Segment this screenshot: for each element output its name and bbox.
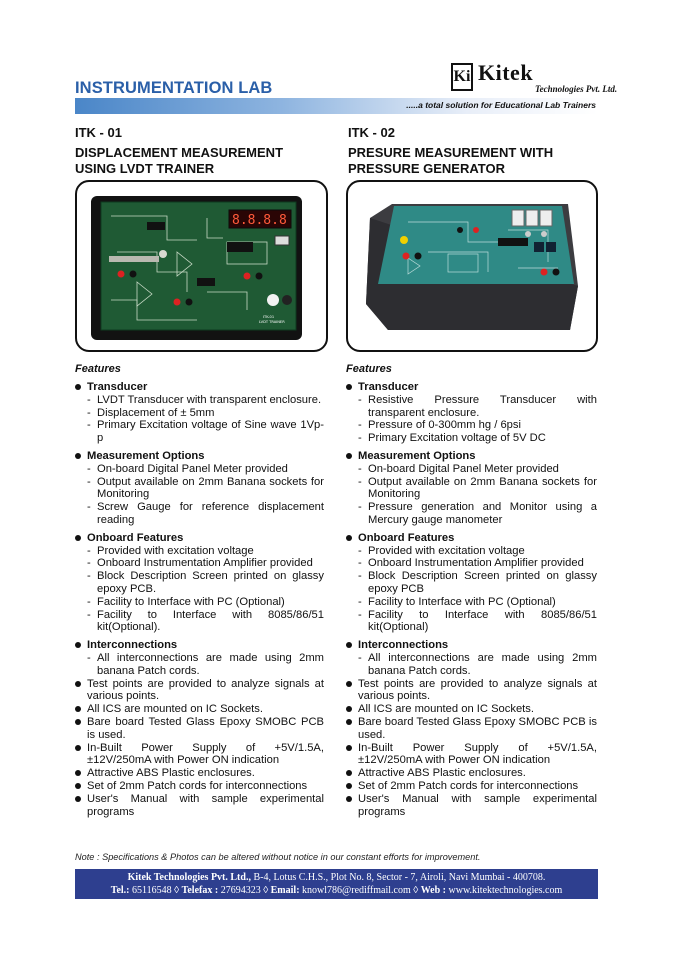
dash-icon: - bbox=[87, 651, 91, 664]
feature-bullet-text: Set of 2mm Patch cords for interconnections bbox=[87, 779, 308, 792]
feature-bullet-text: Bare board Tested Glass Epoxy SMOBC PCB is used. bbox=[358, 715, 597, 741]
feature-item bbox=[75, 463, 324, 476]
dash-icon: - bbox=[358, 462, 362, 475]
bullet-dot-icon bbox=[346, 770, 352, 776]
dash-icon: - bbox=[87, 608, 91, 621]
feature-item bbox=[75, 596, 324, 609]
product-code-itk02: ITK - 02 bbox=[348, 125, 395, 140]
footer-separator: ◊ bbox=[413, 885, 419, 896]
feature-bullet bbox=[75, 716, 324, 742]
feature-bullet bbox=[346, 793, 597, 819]
feature-section-heading bbox=[346, 532, 597, 545]
features-heading-itk01: Features bbox=[75, 363, 121, 375]
footer-email-label: Email: bbox=[270, 885, 300, 896]
feature-section-heading bbox=[75, 639, 324, 652]
feature-section-heading-text: Measurement Options bbox=[87, 449, 205, 462]
feature-bullet-text: Test points are provided to analyze signals at various points. bbox=[358, 677, 597, 703]
dash-icon: - bbox=[87, 393, 91, 406]
features-heading-itk02: Features bbox=[346, 363, 392, 375]
dash-icon: - bbox=[87, 557, 91, 570]
feature-bullet bbox=[75, 767, 324, 780]
feature-bullet-text: In-Built Power Supply of +5V/1.5A, ±12V/250mA with Power ON indication bbox=[358, 741, 597, 767]
feature-bullet bbox=[346, 716, 597, 742]
feature-bullets bbox=[346, 678, 597, 819]
feature-bullet-text: User's Manual with sample experimental programs bbox=[87, 792, 324, 818]
feature-bullet-text: Attractive ABS Plastic enclosures. bbox=[358, 767, 526, 780]
bullet-dot-icon bbox=[75, 783, 81, 789]
dash-icon: - bbox=[358, 570, 362, 583]
pressure-trainer-photo bbox=[348, 182, 596, 350]
feature-item-text: Onboard Instrumentation Amplifier provided bbox=[97, 557, 313, 570]
feature-bullet bbox=[346, 703, 597, 716]
bullet-dot-icon bbox=[346, 783, 352, 789]
footer-telefax-label: Telefax : bbox=[181, 885, 219, 896]
dash-icon: - bbox=[87, 595, 91, 608]
footer-separator: ◊ bbox=[263, 885, 269, 896]
feature-item-text: Facility to Interface with 8085/86/51 kit(Optional) bbox=[368, 608, 597, 634]
feature-section-heading-text: Onboard Features bbox=[358, 531, 455, 544]
feature-bullet-text: In-Built Power Supply of +5V/1.5A, ±12V/250mA with Power ON indication bbox=[87, 741, 324, 767]
feature-section bbox=[346, 450, 597, 527]
feature-item bbox=[346, 609, 597, 635]
bullet-dot-icon bbox=[75, 681, 81, 687]
footer-telefax: 27694323 bbox=[218, 885, 264, 896]
product-title-line2: PRESSURE GENERATOR bbox=[348, 161, 505, 176]
dash-icon: - bbox=[358, 393, 362, 406]
product-title-line1: DISPLACEMENT MEASUREMENT bbox=[75, 145, 284, 160]
dash-icon: - bbox=[358, 651, 362, 664]
bullet-dot-icon bbox=[75, 796, 81, 802]
photo-frame-itk01 bbox=[75, 180, 328, 352]
bullet-dot-icon bbox=[346, 384, 352, 390]
dash-icon: - bbox=[358, 432, 362, 445]
feature-item-text: Facility to Interface with PC (Optional) bbox=[97, 595, 285, 608]
photo-frame-itk02 bbox=[346, 180, 598, 352]
bullet-dot-icon bbox=[75, 719, 81, 725]
footer-tel-label: Tel.: bbox=[110, 885, 130, 896]
feature-item-text: Onboard Instrumentation Amplifier provided bbox=[368, 557, 584, 570]
feature-section-heading bbox=[75, 450, 324, 463]
feature-item-text: Facility to Interface with 8085/86/51 kit(Optional). bbox=[97, 608, 324, 634]
feature-section-heading-text: Transducer bbox=[87, 381, 148, 393]
panel-label-sub: LVDT TRAINER bbox=[259, 320, 285, 324]
feature-item bbox=[75, 570, 324, 596]
feature-section-heading bbox=[75, 532, 324, 545]
feature-section-heading bbox=[346, 381, 597, 394]
feature-section-heading-text: Interconnections bbox=[87, 639, 178, 652]
dash-icon: - bbox=[87, 475, 91, 488]
header-banner bbox=[75, 98, 598, 114]
bullet-dot-icon bbox=[346, 719, 352, 725]
feature-section bbox=[75, 381, 324, 445]
feature-section-heading bbox=[346, 639, 597, 652]
bullet-dot-icon bbox=[75, 770, 81, 776]
feature-bullet bbox=[75, 678, 324, 704]
feature-item bbox=[75, 557, 324, 570]
feature-section-heading-text: Transducer bbox=[358, 381, 419, 393]
feature-bullet bbox=[346, 742, 597, 768]
feature-item bbox=[346, 545, 597, 558]
feature-item bbox=[346, 394, 597, 420]
footer-tel: 65116548 bbox=[129, 885, 175, 896]
feature-section bbox=[75, 450, 324, 527]
feature-item-text: All interconnections are made using 2mm banana Patch cords. bbox=[97, 651, 324, 677]
disclaimer-note: Note : Specifications & Photos can be altered without notice in our constant efforts for improvement. bbox=[75, 852, 481, 862]
feature-item bbox=[75, 501, 324, 527]
dash-icon: - bbox=[358, 419, 362, 432]
footer-web[interactable]: www.kitektechnologies.com bbox=[446, 885, 563, 896]
feature-item bbox=[346, 501, 597, 527]
feature-item bbox=[346, 432, 597, 445]
dash-icon: - bbox=[87, 462, 91, 475]
feature-item bbox=[75, 419, 324, 445]
feature-section-heading bbox=[75, 381, 324, 394]
bullet-dot-icon bbox=[346, 796, 352, 802]
dash-icon: - bbox=[358, 557, 362, 570]
product-title-itk01 bbox=[75, 145, 283, 177]
feature-item-text: All interconnections are made using 2mm banana Patch cords. bbox=[368, 651, 597, 677]
dash-icon: - bbox=[87, 501, 91, 514]
features-list-itk02 bbox=[346, 381, 597, 818]
feature-item-text: Displacement of ± 5mm bbox=[97, 406, 215, 419]
feature-bullet-text: Bare board Tested Glass Epoxy SMOBC PCB is used. bbox=[87, 715, 324, 741]
feature-item bbox=[346, 570, 597, 596]
feature-bullet-text: Attractive ABS Plastic enclosures. bbox=[87, 767, 255, 780]
feature-item-text: Block Description Screen printed on glassy epoxy PCB bbox=[368, 570, 597, 595]
dash-icon: - bbox=[87, 406, 91, 419]
feature-bullet bbox=[75, 703, 324, 716]
feature-bullet bbox=[75, 742, 324, 768]
feature-item bbox=[75, 652, 324, 678]
feature-item-text: On-board Digital Panel Meter provided bbox=[368, 462, 559, 475]
feature-item-text: Resistive Pressure Transducer with transparent enclosure. bbox=[368, 393, 597, 419]
footer-email[interactable]: knowl786@rediffmail.com bbox=[299, 885, 414, 896]
feature-section bbox=[75, 639, 324, 677]
tagline: .....a total solution for Educational Lab Trainers bbox=[406, 100, 596, 110]
logo-name: Kitek bbox=[478, 60, 534, 85]
feature-item bbox=[75, 476, 324, 502]
feature-item bbox=[346, 557, 597, 570]
feature-bullet-text: User's Manual with sample experimental programs bbox=[358, 792, 597, 818]
feature-item bbox=[346, 652, 597, 678]
feature-section-heading-text: Onboard Features bbox=[87, 531, 184, 544]
feature-item bbox=[75, 609, 324, 635]
feature-item-text: On-board Digital Panel Meter provided bbox=[97, 462, 288, 475]
feature-item-text: Pressure generation and Monitor using a Mercury gauge manometer bbox=[368, 501, 597, 526]
product-title-line1: PRESURE MEASUREMENT WITH bbox=[348, 145, 554, 160]
dash-icon: - bbox=[358, 595, 362, 608]
bullet-dot-icon bbox=[346, 681, 352, 687]
bullet-dot-icon bbox=[75, 706, 81, 712]
dash-icon: - bbox=[358, 608, 362, 621]
panel-label: ITK-01 bbox=[263, 315, 275, 319]
feature-item-text: Provided with excitation voltage bbox=[368, 544, 525, 557]
feature-item-text: Block Description Screen printed on glassy epoxy PCB. bbox=[97, 570, 324, 595]
feature-section bbox=[346, 381, 597, 445]
product-title-line2: USING LVDT TRAINER bbox=[75, 161, 215, 176]
page-title: INSTRUMENTATION LAB bbox=[75, 79, 273, 97]
feature-bullet bbox=[346, 767, 597, 780]
dash-icon: - bbox=[87, 544, 91, 557]
bullet-dot-icon bbox=[346, 706, 352, 712]
feature-item-text: Facility to Interface with PC (Optional) bbox=[368, 595, 556, 608]
feature-item bbox=[346, 476, 597, 502]
logo-mark: Ki bbox=[451, 63, 473, 91]
svg-text:8.8.8.8: 8.8.8.8 bbox=[232, 213, 287, 228]
feature-bullet-text: Set of 2mm Patch cords for interconnections bbox=[358, 779, 579, 792]
bullet-dot-icon bbox=[346, 642, 352, 648]
feature-item-text: Provided with excitation voltage bbox=[97, 544, 254, 557]
footer-web-label: Web : bbox=[420, 885, 446, 896]
feature-section-heading-text: Interconnections bbox=[358, 639, 449, 652]
feature-section bbox=[346, 639, 597, 677]
features-list-itk01 bbox=[75, 381, 324, 818]
feature-bullets bbox=[75, 678, 324, 819]
bullet-dot-icon bbox=[75, 535, 81, 541]
feature-section-heading bbox=[346, 450, 597, 463]
feature-section bbox=[75, 532, 324, 634]
bullet-dot-icon bbox=[346, 453, 352, 459]
feature-bullet bbox=[75, 780, 324, 793]
feature-item-text: Primary Excitation voltage of 5V DC bbox=[368, 432, 546, 445]
product-code-itk01: ITK - 01 bbox=[75, 125, 122, 140]
dash-icon: - bbox=[358, 501, 362, 514]
bullet-dot-icon bbox=[75, 453, 81, 459]
feature-bullet-text: All ICS are mounted on IC Sockets. bbox=[358, 703, 534, 716]
feature-item bbox=[346, 419, 597, 432]
footer-contact-bar bbox=[75, 869, 598, 899]
feature-item-text: Primary Excitation voltage of Sine wave 1Vp-p bbox=[97, 419, 324, 445]
feature-bullet bbox=[346, 678, 597, 704]
logo-subtitle: Technologies Pvt. Ltd. bbox=[535, 84, 618, 94]
footer-address: B-4, Lotus C.H.S., Plot No. 8, Sector - 7, Airoli, Navi Mumbai - 400708. bbox=[250, 872, 546, 883]
kitek-logo bbox=[451, 60, 618, 98]
dash-icon: - bbox=[358, 544, 362, 557]
product-title-itk02 bbox=[348, 145, 553, 177]
lvdt-trainer-photo bbox=[77, 182, 326, 350]
bullet-dot-icon bbox=[75, 745, 81, 751]
feature-item-text: Screw Gauge for reference displacement reading bbox=[97, 501, 324, 526]
feature-section-heading-text: Measurement Options bbox=[358, 449, 476, 462]
feature-item bbox=[346, 596, 597, 609]
dash-icon: - bbox=[358, 475, 362, 488]
feature-section bbox=[346, 532, 597, 634]
feature-item bbox=[75, 545, 324, 558]
feature-bullet-text: All ICS are mounted on IC Sockets. bbox=[87, 703, 263, 716]
feature-item bbox=[346, 463, 597, 476]
feature-bullet bbox=[346, 780, 597, 793]
bullet-dot-icon bbox=[75, 384, 81, 390]
bullet-dot-icon bbox=[75, 642, 81, 648]
bullet-dot-icon bbox=[346, 535, 352, 541]
feature-bullet-text: Test points are provided to analyze signals at various points. bbox=[87, 677, 324, 703]
feature-item bbox=[75, 407, 324, 420]
feature-item-text: LVDT Transducer with transparent enclosure. bbox=[97, 393, 322, 406]
footer-company: Kitek Technologies Pvt. Ltd., bbox=[127, 872, 251, 883]
bullet-dot-icon bbox=[346, 745, 352, 751]
feature-item-text: Output available on 2mm Banana sockets for Monitoring bbox=[368, 475, 597, 501]
feature-bullet bbox=[75, 793, 324, 819]
footer-separator: ◊ bbox=[174, 885, 180, 896]
dash-icon: - bbox=[87, 570, 91, 583]
feature-item-text: Pressure of 0-300mm hg / 6psi bbox=[368, 419, 521, 432]
dash-icon: - bbox=[87, 419, 91, 432]
feature-item-text: Output available on 2mm Banana sockets for Monitoring bbox=[97, 475, 324, 501]
feature-item bbox=[75, 394, 324, 407]
